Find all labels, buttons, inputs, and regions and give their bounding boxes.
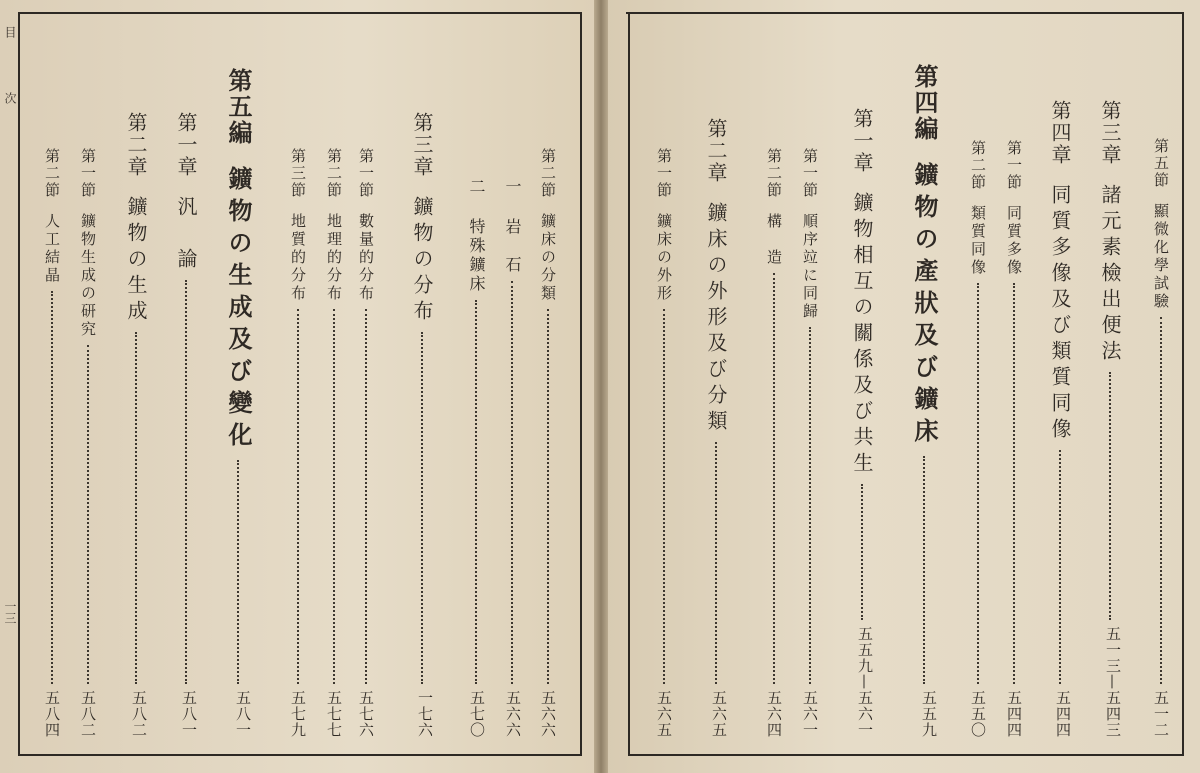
toc-entry-title: 地質的分布 [289,213,307,303]
toc-page-number: 五一二 [1152,690,1170,738]
toc-entry-label: 第二節 [765,148,783,199]
toc-entry-label: 第一節 [1005,140,1023,191]
toc-page-number: 五五九—五六一 [856,626,874,738]
dot-leader [297,309,299,684]
toc-entry-label: 第四編 [910,64,939,142]
toc-entry-title: 岩 石 [503,218,522,275]
toc-entry-label: 第二節 [969,140,987,191]
toc-entry-label: 第一章 [850,108,874,174]
toc-entry-chapter [126,112,146,738]
toc-entry-section [290,148,305,738]
toc-entry-title: 地理的分布 [325,213,343,303]
toc-page-number: 五八二 [130,690,148,738]
toc-entry-section [656,148,671,738]
dot-leader [923,456,925,684]
toc-page-number: 五六五 [655,690,673,738]
toc-entry-item [504,178,520,738]
toc-entry-chapter [706,118,726,738]
toc-entry-title: 鑛物生成の研究 [79,213,97,339]
dot-leader [135,332,137,684]
toc-entry-section [44,148,59,738]
dot-leader [773,273,775,684]
toc-entry-title: 鑛床の外形 [655,213,673,303]
toc-entry-title: 同質多像及び類質同像 [1048,184,1072,444]
toc-entry-label: 第一節 [801,148,819,199]
toc-entry-title: 鑛物相互の關係及び共生 [850,192,874,478]
toc-entry-label: 第三章 [1098,100,1122,166]
toc-page-number: 五七九 [289,690,307,738]
toc-entry-title: 數量的分布 [357,213,375,303]
toc-entry-chapter [852,108,872,738]
dot-leader [511,281,513,684]
toc-entry-title: 鑛床の外形及び分類 [704,202,728,436]
toc-page-number: 五六一 [801,690,819,738]
toc-page-number: 五五九 [920,690,938,738]
toc-entry-title: 鑛物の生成 [124,196,148,326]
dot-leader [1059,450,1061,684]
toc-page-number: 五四四 [1005,690,1023,738]
toc-entry-part [910,64,939,738]
toc-entry-label: 第二節 [43,148,61,199]
dot-leader [185,280,187,684]
toc-entry-label: 第三章 [410,112,434,178]
toc-entry-title: 人工結晶 [43,213,61,285]
dot-leader [547,309,549,684]
toc-entry-title: 汎 論 [174,196,198,274]
toc-entry-label: 一 [503,178,522,196]
toc-entry-label: 第一節 [79,148,97,199]
toc-page-number: 五八二 [79,690,97,738]
toc-page-number: 五六六 [504,690,522,738]
toc-entry-title: 順序竝に同歸 [801,213,819,321]
toc-entry-title: 類質同像 [969,205,987,277]
margin-label-mokuji-2: 次 [3,92,17,104]
toc-entry-title: 諸元素檢出便法 [1098,184,1122,366]
dot-leader [421,332,423,684]
toc-entry-label: 第一節 [655,148,673,199]
margin-label-mokuji-1: 目 [3,26,17,38]
toc-page-number: 五八一 [180,690,198,738]
toc-entry-title: 構 造 [765,213,783,267]
book-gutter [594,0,608,773]
toc-entry-title: 鑛床の分類 [539,213,557,303]
toc-entry-section [358,148,373,738]
toc-entry-label: 二 [467,178,486,196]
toc-page-number: 五六五 [710,690,728,738]
toc-entry-label: 第一章 [174,112,198,178]
toc-page-number: 五六六 [539,690,557,738]
dot-leader [1013,283,1015,684]
dot-leader [977,283,979,684]
dot-leader [861,484,863,620]
dot-leader [1160,317,1162,684]
toc-entry-title: 顯微化學試驗 [1152,203,1170,311]
dot-leader [475,300,477,684]
dot-leader [51,291,53,684]
toc-entry-title: 鑛物の生成及び變化 [224,166,253,454]
dot-leader [715,442,717,684]
toc-entry-section [970,140,985,738]
toc-entry-label: 第二章 [124,112,148,178]
toc-entry-label: 第一節 [357,148,375,199]
toc-entry-label: 第五編 [224,68,253,146]
toc-page-number: 五七六 [357,690,375,738]
toc-page-number: 五八四 [43,690,61,738]
dot-leader [365,309,367,684]
toc-entry-title: 同質多像 [1005,205,1023,277]
toc-entry-label: 第五節 [1152,138,1170,189]
toc-page-number: 五一三—五四三 [1104,626,1122,738]
toc-page-number: 一七六 [416,690,434,738]
toc-page-number: 五七七 [325,690,343,738]
toc-entry-section [1006,140,1021,738]
toc-page-number: 五七〇 [468,690,486,738]
toc-entry-section [80,148,95,738]
toc-entry-section [1153,138,1168,738]
toc-page-number: 五四四 [1054,690,1072,738]
toc-entry-label: 第四章 [1048,100,1072,166]
toc-entry-section [326,148,341,738]
margin-page-number: 一三 [3,600,17,624]
toc-page-number: 五八一 [234,690,252,738]
toc-entry-title: 特殊鑛床 [467,218,486,294]
toc-entry-chapter [412,112,432,738]
toc-entry-label: 第二節 [325,148,343,199]
toc-entry-section [802,148,817,738]
dot-leader [87,345,89,684]
dot-leader [809,327,811,684]
toc-entry-section [540,148,555,738]
toc-entry-label: 第三節 [289,148,307,199]
toc-page-number: 五五〇 [969,690,987,738]
toc-entry-title: 鑛物の產狀及び鑛床 [910,162,939,450]
toc-entry-item [468,178,484,738]
toc-entry-section [766,148,781,738]
toc-entry-label: 第二章 [704,118,728,184]
toc-entry-chapter [176,112,196,738]
dot-leader [663,309,665,684]
toc-entry-chapter [1100,100,1120,738]
toc-entry-part [224,68,253,738]
toc-entry-chapter [1050,100,1070,738]
toc-page-number: 五六四 [765,690,783,738]
dot-leader [1109,372,1111,620]
toc-entry-title: 鑛物の分布 [410,196,434,326]
dot-leader [237,460,239,684]
dot-leader [333,309,335,684]
toc-entry-label: 第二節 [539,148,557,199]
